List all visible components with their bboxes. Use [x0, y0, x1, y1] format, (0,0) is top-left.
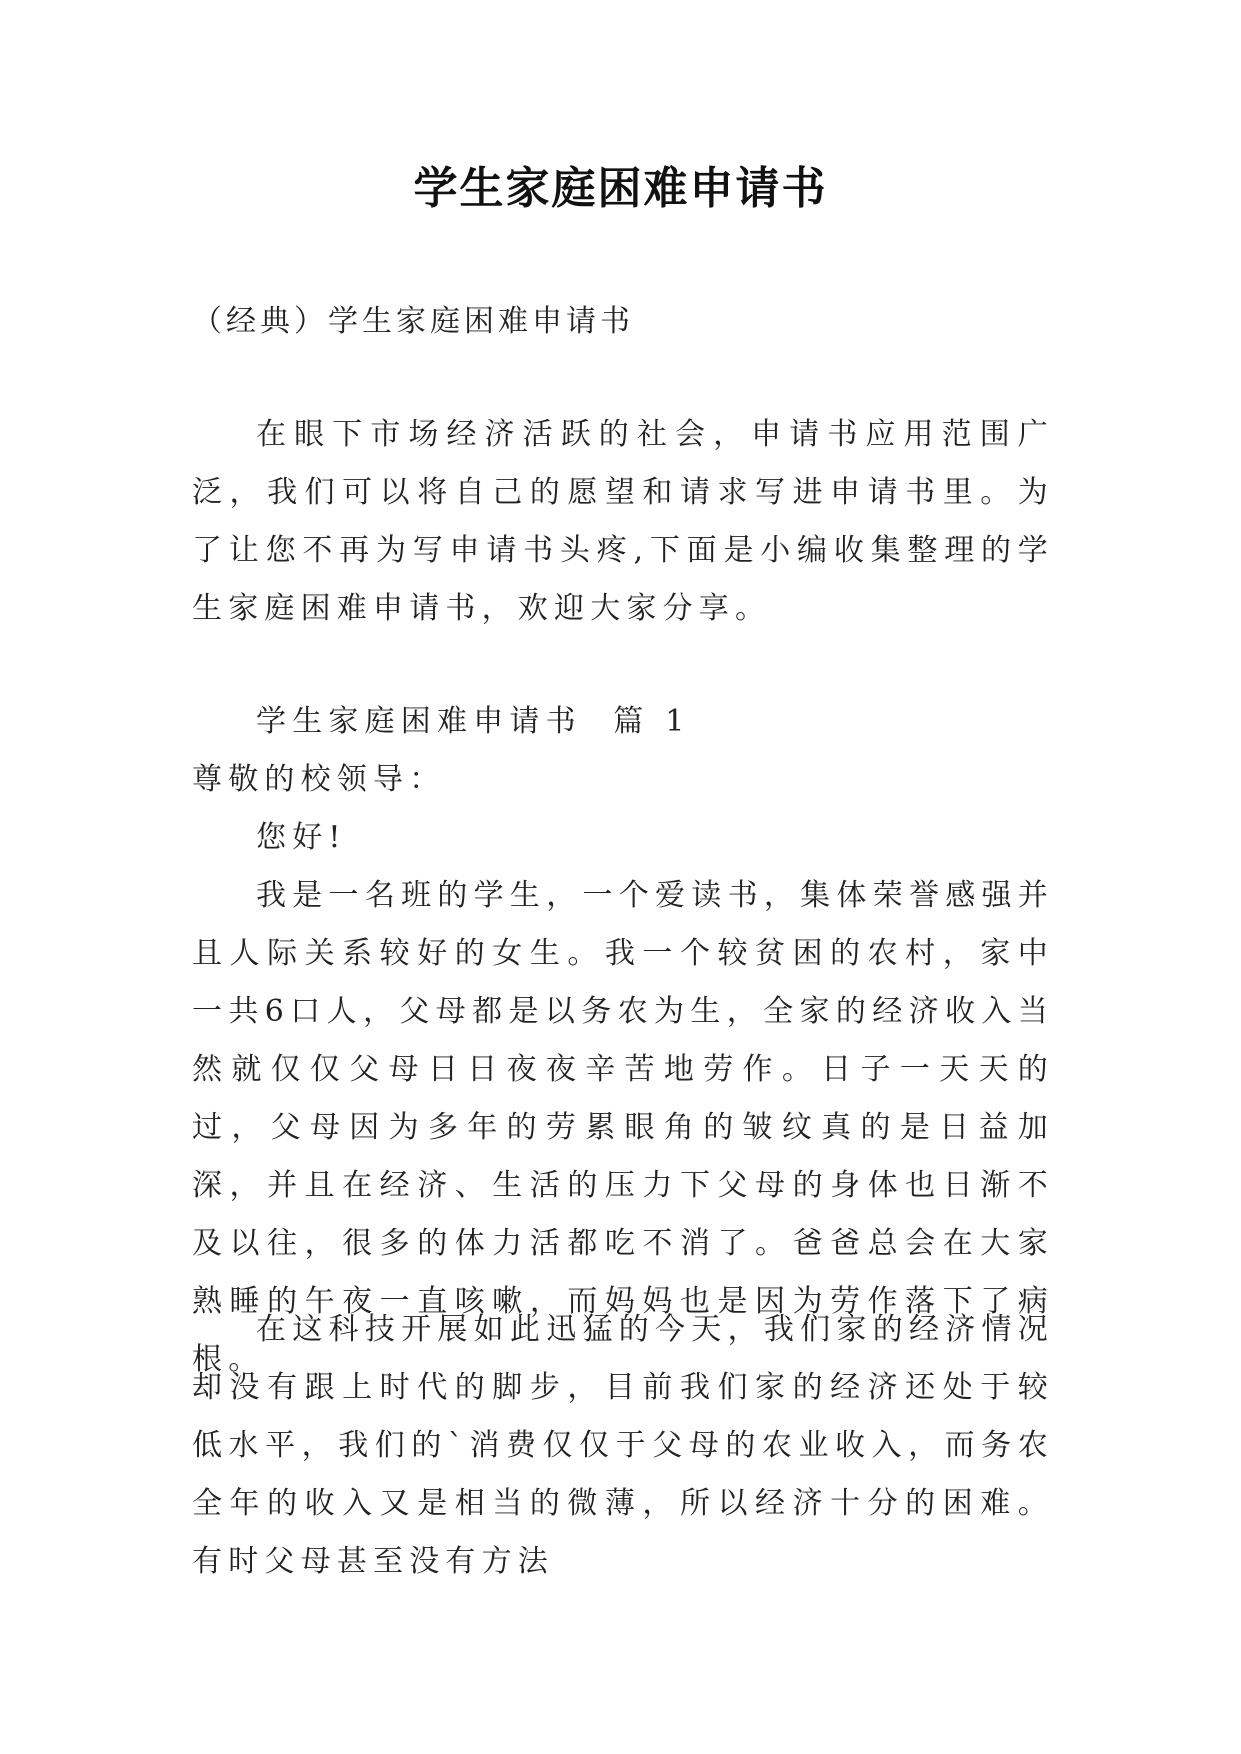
body-paragraph-block: [192, 1301, 1054, 1591]
body-paragraph: 我是一名班的学生，一个爱读书，集体荣誉感强并且人际关系较好的女生。我一个较贫困的农村，家中一共6口人，父母都是以务农为生，全家的经济收入当然就仅仅父母日日夜夜辛苦地劳作。日子一天天的过，父母因为多年的劳累眼角的皱纹真的是日益加深，并且在经济、生活的压力下父母的身体也日渐不及以往，很多的体力活都吃不消了。爸爸总会在大家熟睡的午夜一直咳嗽，而妈妈也是因为劳作落下了病根。: [192, 878, 1054, 1377]
document-title: 学生家庭困难申请书: [413, 163, 828, 214]
greeting: 您好!: [256, 820, 347, 855]
body-paragraph: 在这科技开展如此迅猛的今天，我们家的经济情况却没有跟上时代的脚步，目前我们家的经济还处于较低水平，我们的`消费仅仅于父母的农业收入，而务农全年的收入又是相当的微薄，所以经济十分的困难。有时父母甚至没有方法: [192, 1312, 1054, 1579]
section-heading: 学生家庭困难申请书 篇 1: [256, 704, 691, 739]
document-subtitle: （经典）学生家庭困难申请书: [192, 304, 634, 339]
greeting-block: [192, 809, 1054, 867]
salutation-block: [192, 751, 1054, 809]
intro-paragraph-block: [192, 406, 1054, 638]
salutation: 尊敬的校领导：: [192, 762, 446, 797]
intro-paragraph: 在眼下市场经济活跃的社会，申请书应用范围广泛，我们可以将自己的愿望和请求写进申请书里。为了让您不再为写申请书头疼,下面是小编收集整理的学生家庭困难申请书，欢迎大家分享。: [192, 417, 1054, 626]
section-heading-block: [192, 693, 1054, 751]
